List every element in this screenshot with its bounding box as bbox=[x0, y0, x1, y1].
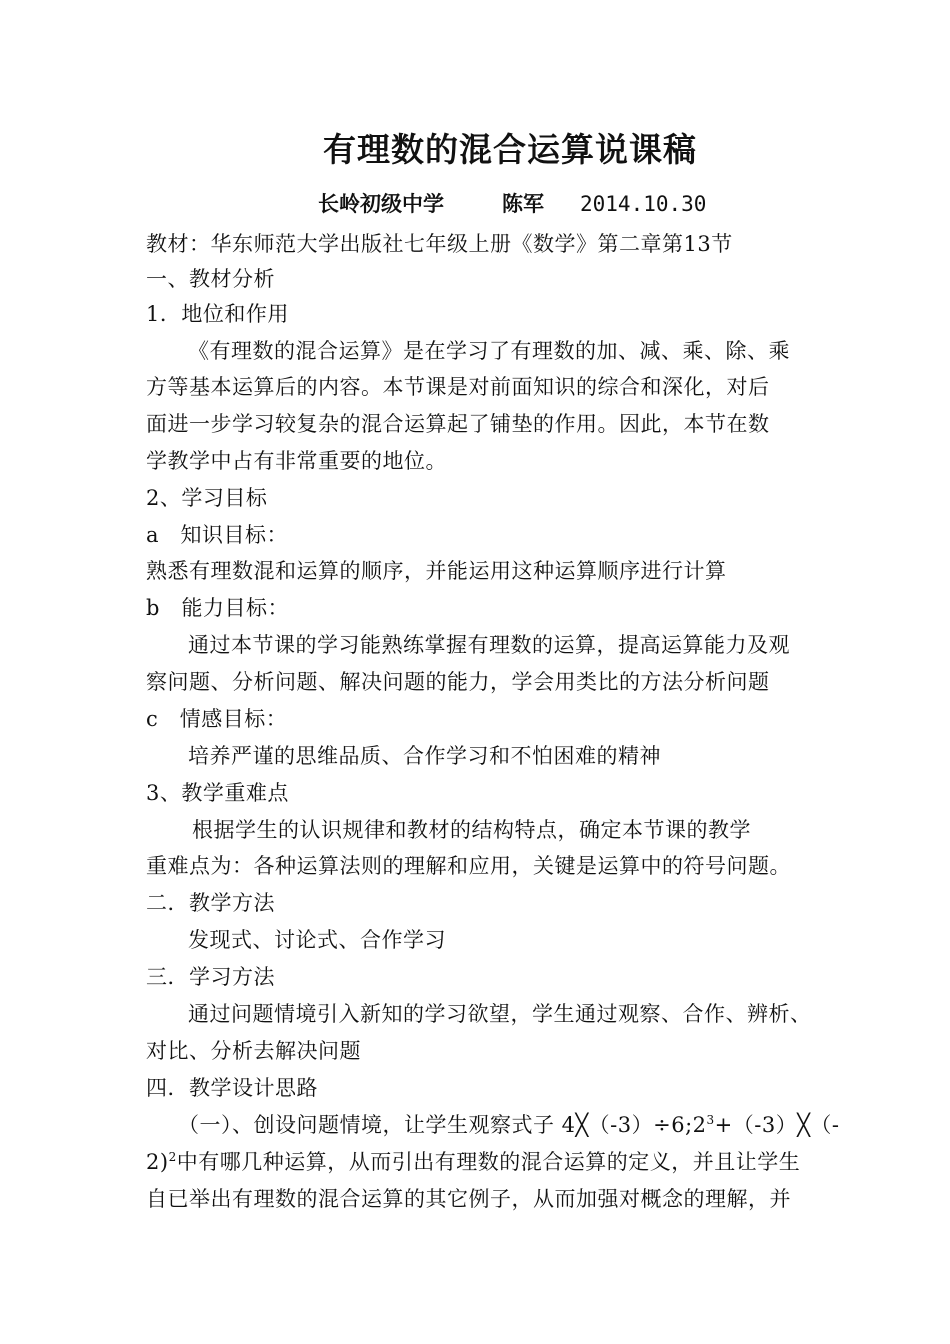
paragraph-line: 通过问题情境引入新知的学习欲望，学生通过观察、合作、辨析、 bbox=[188, 1002, 812, 1026]
paragraph-line: 察问题、分析问题、解决问题的能力，学会用类比的方法分析问题 bbox=[146, 670, 770, 694]
document-date: 2014.10.30 bbox=[580, 192, 707, 216]
author-name: 陈军 bbox=[502, 192, 544, 216]
goal-label: b 能力目标： bbox=[146, 596, 289, 620]
paragraph-line: 对比、分析去解决问题 bbox=[146, 1039, 361, 1063]
paragraph-line: 自已举出有理数的混合运算的其它例子，从而加强对概念的理解，并 bbox=[146, 1187, 791, 1211]
subsection-heading: 3、教学重难点 bbox=[146, 781, 289, 805]
textbook-line: 教材：华东师范大学出版社七年级上册《数学》第二章第13节 bbox=[146, 232, 733, 256]
section-heading: 三．学习方法 bbox=[146, 965, 275, 989]
section-heading: 一、教材分析 bbox=[146, 267, 275, 291]
paragraph-line: 发现式、讨论式、合作学习 bbox=[188, 928, 446, 952]
subsection-heading: 2、学习目标 bbox=[146, 486, 268, 510]
exponent: 2 bbox=[168, 1150, 177, 1164]
byline bbox=[318, 190, 706, 218]
paragraph-line: 《有理数的混合运算》是在学习了有理数的加、减、乘、除、乘 bbox=[188, 339, 790, 363]
exponent: 3 bbox=[706, 1113, 715, 1127]
paragraph-line: 培养严谨的思维品质、合作学习和不怕困难的精神 bbox=[188, 744, 661, 768]
school-name: 长岭初级中学 bbox=[318, 192, 444, 216]
paragraph-line: 根据学生的认识规律和教材的结构特点，确定本节课的教学 bbox=[192, 818, 751, 842]
paragraph-line bbox=[146, 1148, 800, 1176]
section-heading: 二．教学方法 bbox=[146, 891, 275, 915]
expression-text: 2) bbox=[146, 1150, 169, 1174]
paragraph-line: 学教学中占有非常重要的地位。 bbox=[146, 449, 447, 473]
paragraph-line: 熟悉有理数混和运算的顺序，并能运用这种运算顺序进行计算 bbox=[146, 559, 727, 583]
section-heading: 四．教学设计思路 bbox=[146, 1076, 318, 1100]
paragraph-line: 重难点为：各种运算法则的理解和应用，关键是运算中的符号问题。 bbox=[146, 854, 791, 878]
goal-label: c 情感目标： bbox=[146, 707, 288, 731]
paragraph-line: 方等基本运算后的内容。本节课是对前面知识的综合和深化，对后 bbox=[146, 375, 770, 399]
paragraph-line: 通过本节课的学习能熟练掌握有理数的运算，提高运算能力及观 bbox=[188, 633, 790, 657]
subsection-heading: 1．地位和作用 bbox=[146, 302, 289, 326]
paragraph-line bbox=[178, 1111, 839, 1139]
expression-text: +（-3）╳（- bbox=[714, 1113, 840, 1137]
goal-label: a 知识目标： bbox=[146, 523, 289, 547]
expression-text: （一）、创设问题情境，让学生观察式子 4╳（-3）÷6;2 bbox=[178, 1113, 707, 1137]
document-title: 有理数的混合运算说课稿 bbox=[323, 130, 697, 169]
paragraph-text: 中有哪几种运算，从而引出有理数的混合运算的定义，并且让学生 bbox=[176, 1150, 801, 1174]
paragraph-line: 面进一步学习较复杂的混合运算起了铺垫的作用。因此，本节在数 bbox=[146, 412, 770, 436]
